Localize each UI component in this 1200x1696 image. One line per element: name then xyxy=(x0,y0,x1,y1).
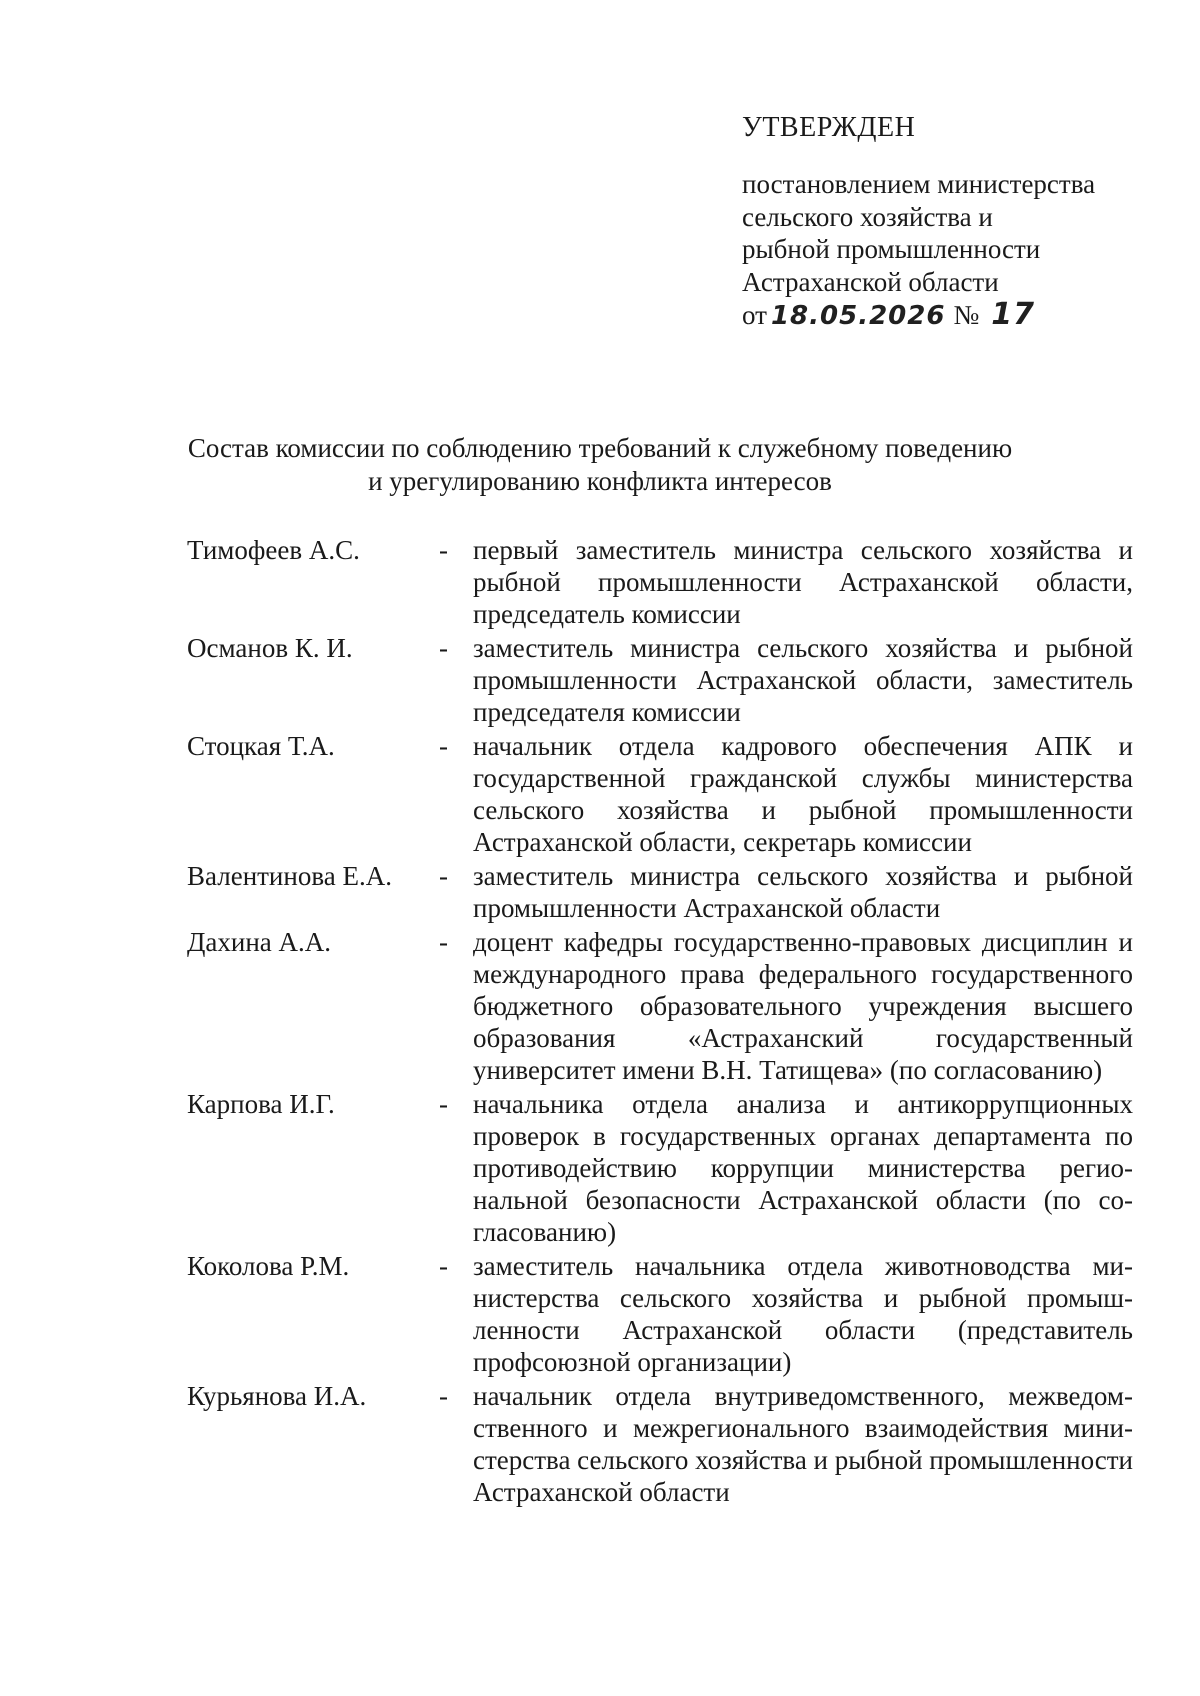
member-row xyxy=(187,730,1137,858)
member-role: заместитель министра сельского хозяйства и рыбной промышленности Астраханской области, заместитель председателя комиссии xyxy=(473,633,1133,727)
member-role: начальник отдела кадрового обеспечения АПК и государственной гражданской службы министерства сельского хозяйства и рыбной промышленности Астраханской области, секретарь комиссии xyxy=(473,731,1133,857)
date-prefix: от xyxy=(742,300,767,330)
member-role: доцент кафедры государственно-правовых дисциплин и международного права федерального государственного бюджетного образовательного учреждения высшего образования «Астраханский государственный университет имени В.Н. Татищева» (по согласованию) xyxy=(473,927,1133,1085)
approval-line: рыбной промышленности xyxy=(742,234,1041,264)
commission-members xyxy=(187,534,1137,1508)
member-row xyxy=(187,1088,1137,1248)
member-name: Карпова И.Г. xyxy=(187,1089,335,1119)
member-role: заместитель начальника отдела животноводства министерства сельского хозяйства и рыбной промышленности Астраханской области (представитель профсоюзной организации) xyxy=(473,1251,1133,1377)
member-role: заместитель министра сельского хозяйства и рыбной промышленности Астраханской области xyxy=(473,861,1133,923)
member-name: Курьянова И.А. xyxy=(187,1381,367,1411)
member-dash: - xyxy=(439,1381,448,1411)
member-name: Коколова Р.М. xyxy=(187,1251,350,1281)
approval-date-line xyxy=(742,298,1162,333)
member-row xyxy=(187,632,1137,728)
member-name: Стоцкая Т.А. xyxy=(187,731,335,761)
document-title xyxy=(180,432,1020,498)
member-name: Дахина А.А. xyxy=(187,927,332,957)
member-dash: - xyxy=(439,861,448,891)
member-dash: - xyxy=(439,731,448,761)
member-name: Валентинова Е.А. xyxy=(187,861,392,891)
member-name: Тимофеев А.С. xyxy=(187,535,360,565)
member-dash: - xyxy=(439,633,448,663)
handwritten-date: 18.05.2026 xyxy=(770,301,946,331)
member-dash: - xyxy=(439,1089,448,1119)
member-row xyxy=(187,860,1137,924)
member-role: начальник отдела внутриведомственного, межведомственного и межрегионального взаимодействия министерства сельского хозяйства и рыбной промышленности Астраханской области xyxy=(473,1381,1133,1507)
approval-block xyxy=(742,112,1162,333)
member-role: начальника отдела анализа и антикоррупционных проверок в государственных органах департамента по противодействию коррупции министерства региональной безопасности Астраханской области (по согласованию) xyxy=(473,1089,1133,1247)
title-line-2: и урегулированию конфликта интересов xyxy=(368,466,832,496)
member-row xyxy=(187,926,1137,1086)
member-row xyxy=(187,1250,1137,1378)
member-role: первый заместитель министра сельского хозяйства и рыбной промышленности Астраханской области, председатель комиссии xyxy=(473,535,1133,629)
approval-title: УТВЕРЖДЕН xyxy=(742,112,916,143)
member-row xyxy=(187,534,1137,630)
approval-line: Астраханской области xyxy=(742,266,999,297)
member-dash: - xyxy=(439,927,448,957)
approval-line: постановлением министерства xyxy=(742,169,1096,199)
number-sign: № xyxy=(953,300,980,330)
handwritten-number: 17 xyxy=(991,297,1035,332)
member-name: Османов К. И. xyxy=(187,633,353,663)
member-dash: - xyxy=(439,535,448,565)
member-row xyxy=(187,1380,1137,1508)
title-line-1: Состав комиссии по соблюдению требований к служебному поведению xyxy=(187,433,1013,463)
member-dash: - xyxy=(439,1251,448,1281)
approval-line: сельского хозяйства и xyxy=(742,201,993,232)
